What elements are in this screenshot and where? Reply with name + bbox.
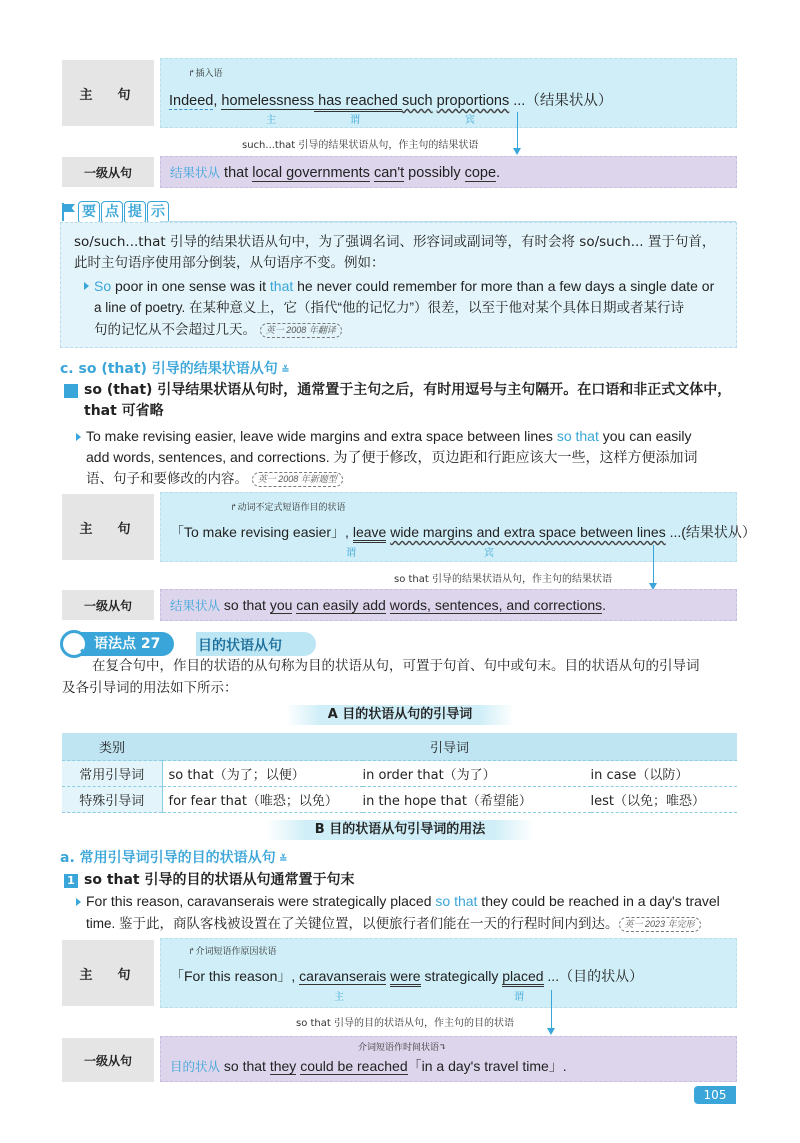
- table-header-introducers: 引导词: [162, 733, 737, 761]
- role-object: 宾: [484, 548, 494, 559]
- tip-example-line-1: So poor in one sense was it that he never could remember for more than a few days a single date or: [94, 278, 715, 294]
- subclause-label: 一级从句: [62, 1038, 154, 1082]
- role-verb: 谓: [350, 115, 360, 126]
- grammar-point-intro-2: 及各引导词的用法如下所示：: [62, 680, 238, 696]
- connector-arrow: [551, 990, 552, 1028]
- arrow-head: [547, 1028, 555, 1035]
- table-header-category: 类别: [62, 733, 162, 761]
- grammar-point-title: 目的状语从句: [198, 638, 282, 654]
- source-tag: 英一 2008 年翻译: [260, 323, 342, 338]
- role-subject: 主: [334, 992, 344, 1003]
- grammar-point-badge: 语法点 27: [64, 632, 174, 656]
- section-c-example-line-3: 语、句子和要修改的内容。 英一 2008 年新题型: [86, 468, 343, 489]
- main-sentence: Indeed, homelessness has reached such proportions ...（结果状从）: [169, 89, 612, 110]
- main-clause-label: 主 句: [62, 60, 154, 126]
- source-tag: 英一 2008 年新题型: [252, 472, 343, 487]
- section-a-example-line-2: time. 鉴于此，商队客栈被设置在了关键位置，以便旅行者们能在一天的行程时间内到达。 英一 2023 年完形: [86, 913, 701, 934]
- section-c-example-line-1: To make revising easier, leave wide margins and extra space between lines so that you can easily: [86, 428, 692, 444]
- connector-arrow: [653, 545, 654, 583]
- bullet-icon: [76, 433, 81, 441]
- subclause-sentence: 目的状从 so that they could be reached「in a day's travel time」.: [170, 1058, 567, 1074]
- flag-icon: [62, 203, 76, 221]
- subclause-sentence: 结果状从 so that you can easily add words, sentences, and corrections.: [170, 597, 607, 613]
- search-icon: [60, 630, 88, 658]
- subclause-note: 介词短语作时间状语↴: [358, 1043, 447, 1053]
- table-cell: lest（以免；唯恐）: [591, 787, 738, 813]
- table-cell: 常用引导词: [62, 761, 162, 787]
- section-a-example-line-1: For this reason, caravanserais were strategically placed so that they could be reached in a day's travel: [86, 893, 720, 909]
- tip-title: 要 点 提 示: [78, 201, 169, 224]
- role-object: 宾: [465, 115, 475, 126]
- section-c-rule-1: so (that) 引导结果状语从句时，通常置于主句之后，有时用逗号与主句隔开。在口语和非正式文体中，: [84, 382, 732, 398]
- role-subject: 主: [266, 115, 276, 126]
- role-verb: 谓: [346, 548, 356, 559]
- page-number: 105: [694, 1086, 736, 1104]
- chevron-down-icon: ≚: [275, 854, 288, 865]
- tip-example-line-2: a line of poetry. 在某种意义上，它（指代“他的记忆力”）很差，以至于他对某个具体日期或者某行诗: [94, 300, 685, 315]
- table-cell: 特殊引导词: [62, 787, 162, 813]
- main-clause-label: 主 句: [62, 940, 154, 1006]
- tip-line-2: 此时主句语序使用部分倒装，从句语序不变。例如：: [74, 255, 385, 271]
- source-tag: 英一 2023 年完形: [619, 917, 701, 932]
- connector-note: so that 引导的结果状语从句，作主句的结果状语: [394, 574, 612, 585]
- introducer-table: [62, 733, 737, 813]
- table-cell: in the hope that（希望能）: [363, 787, 591, 813]
- main-sentence: 「For this reason」, caravanserais were strategically placed ...（目的状从）: [170, 966, 643, 986]
- bullet-icon: [76, 898, 81, 906]
- table-row: [62, 761, 737, 787]
- table-row: [62, 787, 737, 813]
- tip-line-1: so/such...that 引导的结果状语从句中，为了强调名词、形容词或副词等，有时会将 so/such... 置于句首，: [74, 234, 716, 250]
- main-clause-label: 主 句: [62, 494, 154, 560]
- subclause-label: 一级从句: [62, 590, 154, 620]
- connector-note: so that 引导的目的状语从句，作主句的目的状语: [296, 1018, 514, 1029]
- insert-note: ↱介词短语作原因状语: [188, 947, 277, 957]
- chevron-down-icon: ≚: [277, 365, 290, 376]
- table-cell: in case（以防）: [591, 761, 738, 787]
- table-cell: in order that（为了）: [363, 761, 591, 787]
- grammar-point-intro-1: 在复合句中，作目的状语的从句称为目的状语从句，可置于句首、句中或句末。目的状语从句的引导词: [92, 658, 700, 674]
- rule-marker-icon: [64, 384, 78, 398]
- section-c-heading: c. so (that) 引导的结果状语从句 ≚: [60, 361, 290, 377]
- connector-arrow: [517, 112, 518, 148]
- subclause-sentence: 结果状从 that local governments can't possibly cope.: [170, 165, 501, 181]
- tip-example-line-3: 句的记忆从不会超过几天。 英一 2008 年翻译: [94, 319, 342, 340]
- rule-number: 1: [64, 874, 78, 888]
- insert-note: ↱动词不定式短语作目的状语: [230, 503, 346, 513]
- arrow-head: [513, 148, 521, 155]
- bullet-icon: [84, 282, 89, 290]
- table-cell: so that（为了；以便）: [162, 761, 363, 787]
- insert-note: ↱插入语: [188, 69, 223, 79]
- main-sentence: 「To make revising easier」, leave wide margins and extra space between lines ...(结果状从）: [170, 522, 756, 542]
- section-a-heading: a. 常用引导词引导的目的状语从句 ≚: [60, 850, 288, 866]
- section-c-example-line-2: add words, sentences, and corrections. 为了便于修改，页边距和行距应该大一些，这样方便添加词: [86, 449, 698, 465]
- connector-note: such...that 引导的结果状语从句，作主句的结果状语: [242, 140, 479, 151]
- section-a-rule: so that 引导的目的状语从句通常置于句末: [84, 872, 355, 888]
- section-c-rule-2: that 可省略: [84, 403, 164, 419]
- subclause-label: 一级从句: [62, 157, 154, 187]
- section-b-caption: B 目的状语从句引导词的用法: [266, 820, 534, 840]
- table-cell: for fear that（唯恐；以免）: [162, 787, 363, 813]
- table-caption: A 目的状语从句的引导词: [286, 705, 514, 725]
- role-verb: 谓: [514, 992, 524, 1003]
